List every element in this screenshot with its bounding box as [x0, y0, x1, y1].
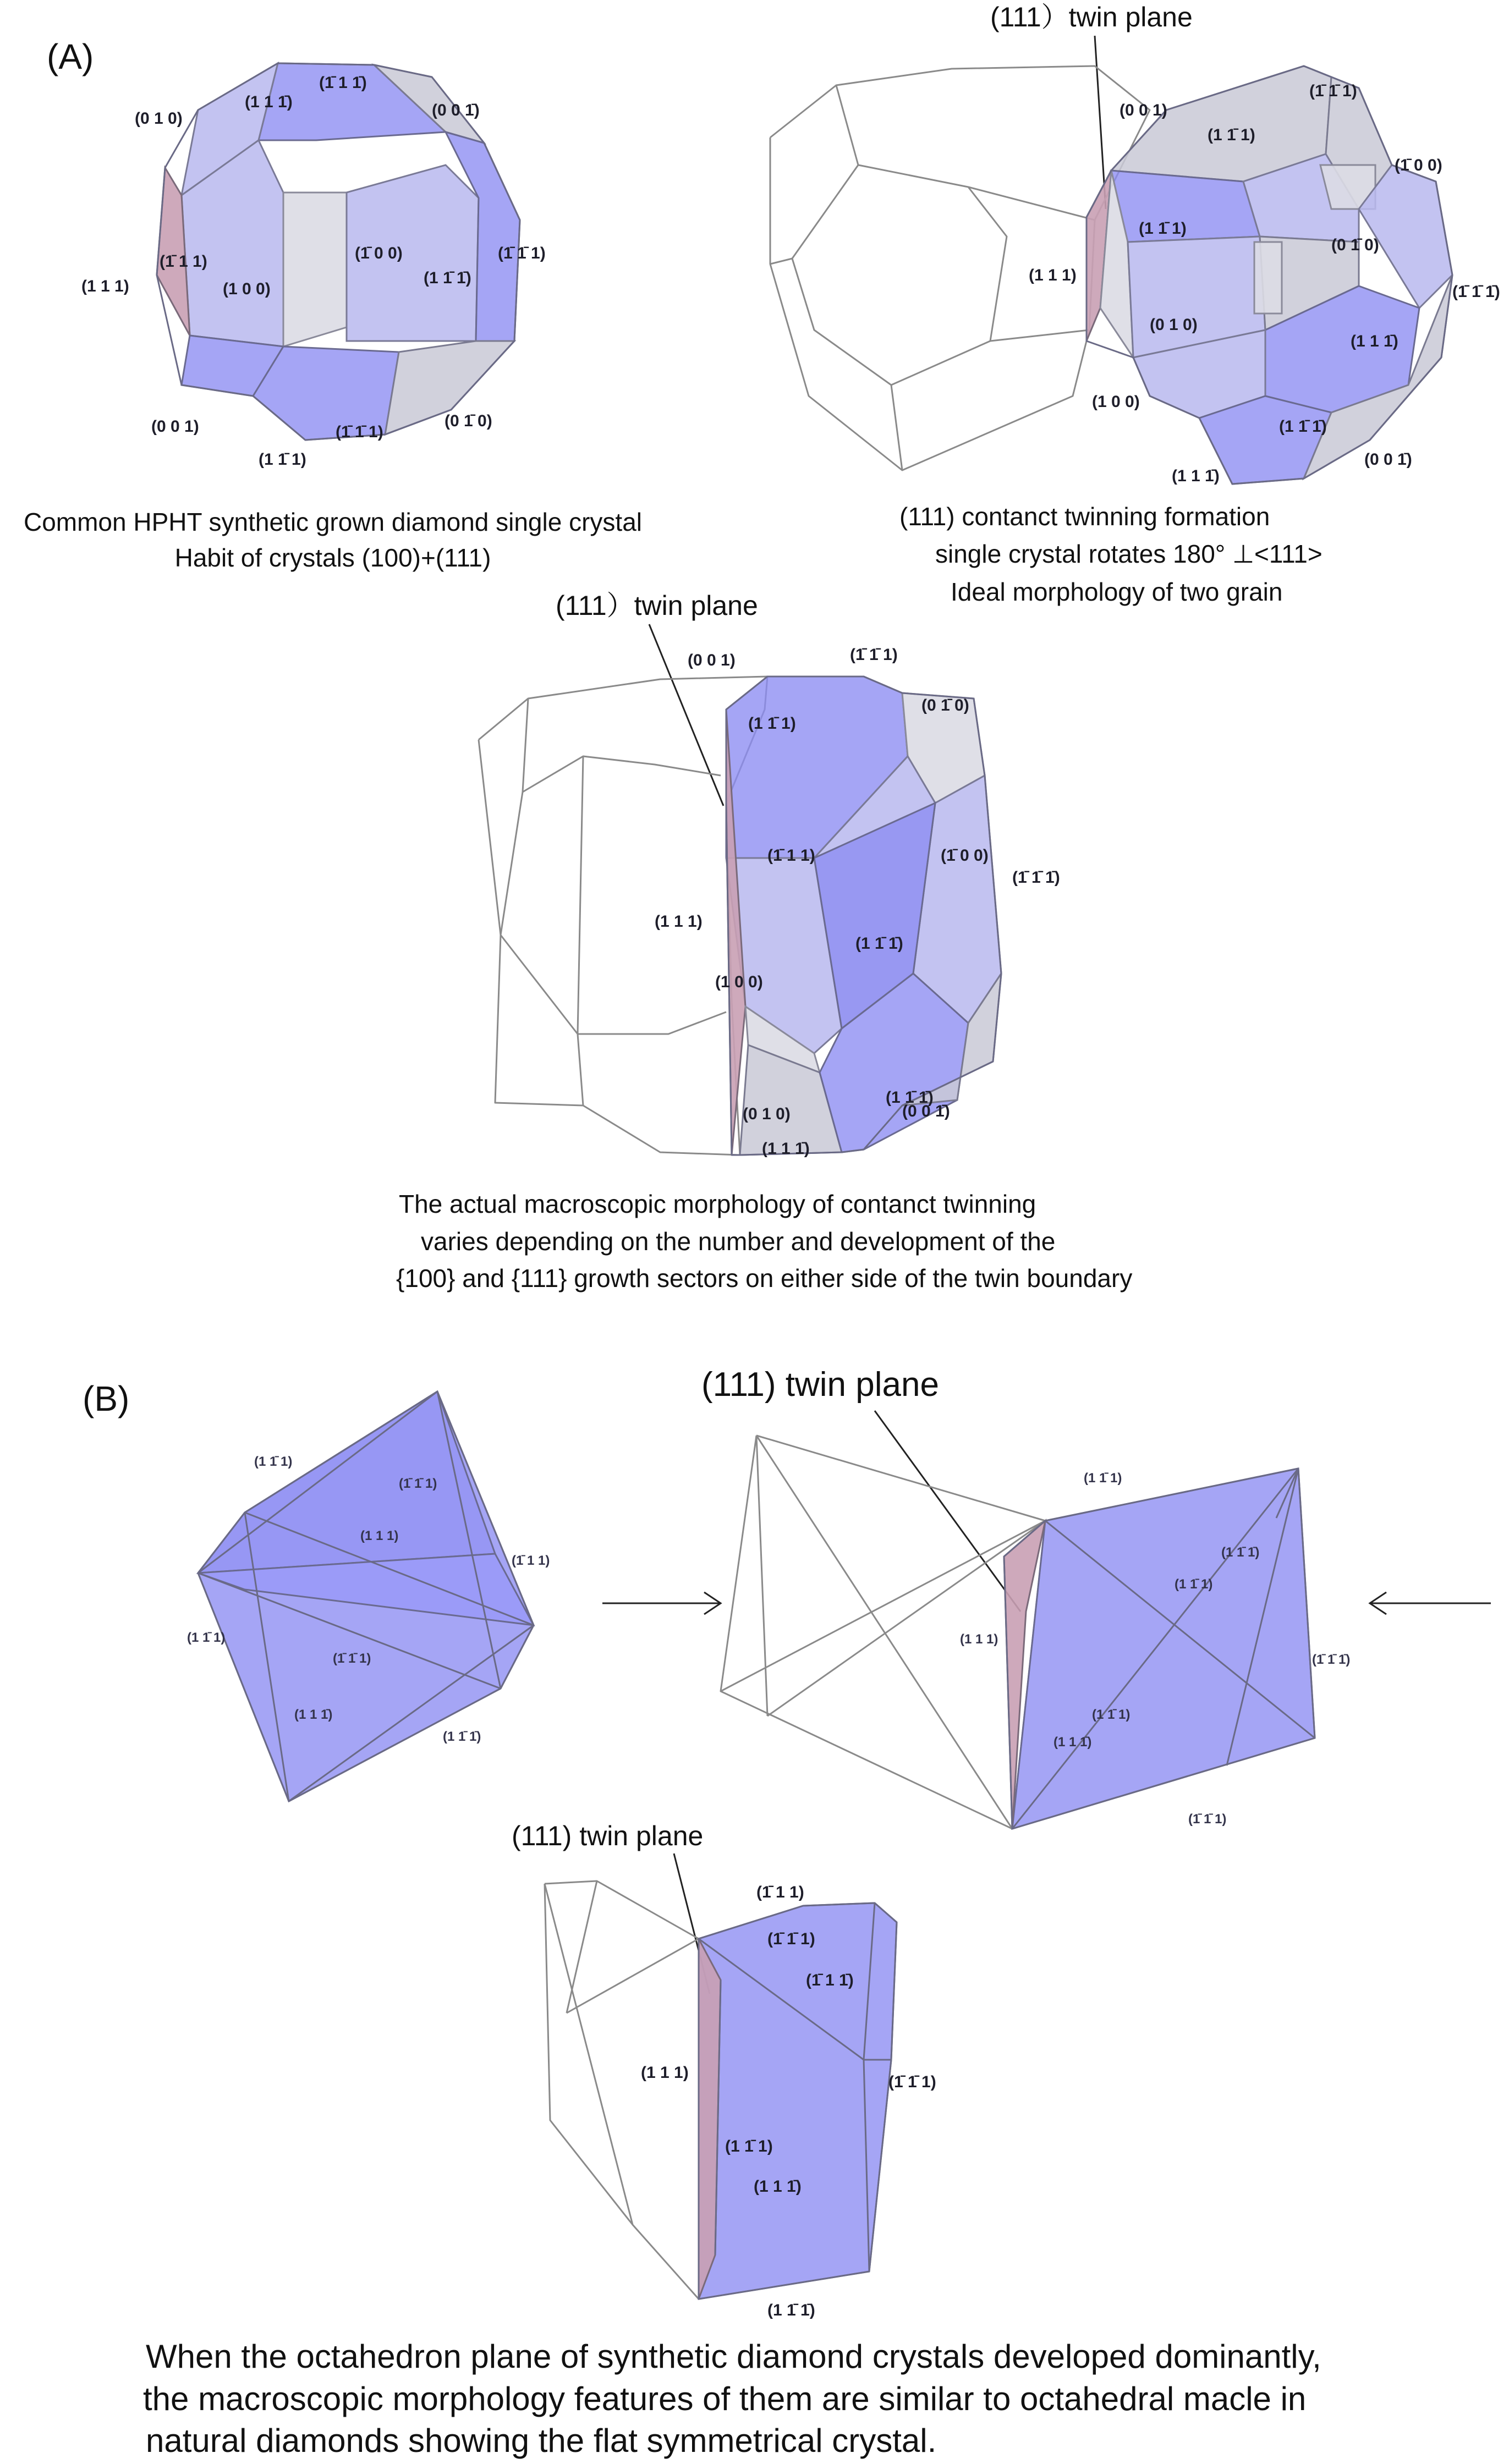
- b3-twin-plane-label: (111) twin plane: [512, 1821, 704, 1851]
- c3-label-6: (1̄ 1̄ 1̄): [1012, 868, 1060, 887]
- c3-label-7: (1 1 1): [655, 912, 703, 931]
- c2-label-5: (0 1̄ 0): [1331, 236, 1379, 254]
- b2-body: [1012, 1469, 1315, 1829]
- b3-label-6: (1 1 1̄): [754, 2177, 802, 2196]
- c3-label-11: (0 0 1̄): [902, 1102, 950, 1120]
- c2-face-small-rect: [1254, 242, 1282, 314]
- c3-wire-outline: [479, 676, 767, 1155]
- c1-caption-2: Habit of crystals (100)+(111): [174, 543, 491, 572]
- c3-wire-inner-top: [523, 698, 721, 792]
- b2-label-6: (1 1 1̄): [1053, 1735, 1092, 1750]
- b3-label-1: (1̄ 1̄ 1): [767, 1930, 815, 1948]
- b2-label-3: (1 1 1): [960, 1632, 998, 1647]
- c2-wire-edge-3: [990, 330, 1089, 341]
- c2-wire-edge-2: [968, 187, 1095, 220]
- c2-label-10: (1 0 0): [1092, 393, 1140, 411]
- oct-label-5: (1̄ 1̄ 1): [333, 1651, 371, 1666]
- c2-label-11: (1 1̄ 1̄): [1279, 417, 1327, 436]
- b3-label-2: (1̄ 1 1̄): [806, 1971, 854, 1989]
- b2-wire-edge-1: [756, 1436, 767, 1716]
- c2-wire-edge-1: [792, 165, 858, 258]
- b2-label-5: (1 1̄ 1): [1092, 1707, 1131, 1722]
- face-center: [283, 193, 347, 346]
- c1-label-7: (1 1̄ 1̄): [424, 269, 471, 287]
- c1-label-13: (1 1̄ 1): [259, 450, 306, 469]
- arrow-right: [602, 1592, 721, 1614]
- twin-actual-wireframe: [545, 1881, 699, 2299]
- b3-label-4: (1̄ 1̄ 1): [888, 2073, 936, 2091]
- b-caption-3: natural diamonds showing the flat symmetrical crystal.: [146, 2422, 937, 2459]
- b3-wire-edge-2: [567, 1881, 597, 2013]
- b2-label-7: (1̄ 1̄ 1): [1188, 1812, 1227, 1827]
- c2-caption-1: (111) contanct twinning formation: [899, 502, 1270, 531]
- c2-label-3: (1̄ 0 0): [1395, 156, 1442, 174]
- b3-label-0: (1̄ 1 1): [756, 1883, 804, 1901]
- c3-caption-3: {100} and {111} growth sectors on either side of the twin boundary: [396, 1264, 1133, 1292]
- crystal3-wireframe-grain: [479, 676, 767, 1155]
- b3-label-5: (1 1̄ 1): [725, 2137, 773, 2155]
- c3-label-1: (1̄ 1̄ 1): [850, 646, 898, 664]
- c2-caption-2: single crystal rotates 180° ⊥<111>: [935, 540, 1323, 568]
- octahedron: [198, 1392, 534, 1801]
- twin-ideal-colored: [1004, 1469, 1315, 1829]
- c3-label-0: (0 0 1): [688, 651, 736, 669]
- c3-label-2: (1 1̄ 1): [748, 714, 796, 733]
- panel-a-label: (A): [47, 37, 94, 76]
- b3-label-3: (1 1 1): [641, 2064, 689, 2082]
- oct-label-0: (1 1̄ 1): [254, 1454, 293, 1469]
- c2-twin-plane-label: (111）twin plane: [990, 2, 1193, 32]
- c1-label-3: (0 0 1̄): [432, 101, 480, 119]
- b2-twin-plane-leader: [875, 1411, 1020, 1612]
- c2-label-0: (0 0 1): [1120, 101, 1167, 119]
- oct-label-4: (1 1̄ 1): [187, 1630, 226, 1645]
- arrow-left: [1370, 1592, 1491, 1614]
- b3-wire-outline: [545, 1881, 699, 2299]
- c2-label-4: (1 1̄ 1): [1139, 219, 1187, 238]
- b2-label-0: (1 1̄ 1): [1084, 1471, 1122, 1486]
- c1-label-9: (1 1 1): [81, 277, 129, 295]
- b3-wire-edge-3: [567, 1939, 699, 2013]
- oct-label-1: (1̄ 1̄ 1): [399, 1476, 437, 1491]
- c3-caption-2: varies depending on the number and development of the: [421, 1227, 1056, 1256]
- c3-wire-edge-1: [578, 756, 583, 1034]
- crystal2-colored-grain: [1087, 66, 1452, 484]
- b-caption-1: When the octahedron plane of synthetic diamond crystals developed dominantly,: [146, 2338, 1321, 2375]
- b3-wire-edge-1: [545, 1884, 633, 2225]
- c2-label-9: (1 1 1̄): [1351, 332, 1398, 350]
- b2-label-4: (1̄ 1̄ 1̄): [1312, 1652, 1351, 1667]
- panel-b-label: (B): [83, 1379, 130, 1418]
- c3-label-5: (1̄ 0 0): [941, 846, 989, 865]
- b3-body: [699, 1903, 897, 2299]
- c1-label-1: (1 1 1̄): [245, 93, 293, 111]
- crystal3-colored-grain: [726, 676, 1001, 1155]
- oct-face-upper: [198, 1392, 495, 1573]
- c3-label-10: (1 1̄ 1̄): [886, 1088, 934, 1107]
- c2-label-7: (1 1 1): [1029, 266, 1077, 284]
- b3-label-7: (1 1̄ 1̄): [767, 2301, 815, 2319]
- c2-wire-edge-4: [891, 385, 902, 470]
- c3-caption-1: The actual macroscopic morphology of contanct twinning: [399, 1190, 1036, 1218]
- b2-twin-plane-label: (111) twin plane: [701, 1366, 939, 1404]
- b2-label-2: (1 1̄ 1): [1175, 1577, 1213, 1592]
- c1-label-10: (0 0 1): [151, 417, 199, 436]
- twin-actual-colored: [699, 1903, 897, 2299]
- b-caption-2: the macroscopic morphology features of them are similar to octahedral macle in: [143, 2380, 1307, 2417]
- c2-label-13: (1 1 1̄): [1172, 467, 1220, 485]
- crystal1-cubo-octahedron: [157, 63, 520, 440]
- c3-wire-edge-2: [578, 1034, 583, 1106]
- oct-label-7: (1 1̄ 1̄): [443, 1729, 481, 1744]
- oct-label-3: (1̄ 1 1): [512, 1553, 550, 1568]
- c3-label-8: (1 1̄ 1̄): [855, 934, 903, 953]
- c3-label-12: (0 1 0): [743, 1105, 791, 1123]
- c1-label-11: (1̄ 1̄ 1): [336, 423, 383, 441]
- c1-label-0: (0 1 0): [135, 109, 183, 128]
- b2-wire-edge-3: [721, 1521, 1045, 1691]
- oct-label-6: (1 1 1̄): [294, 1707, 333, 1722]
- b2-label-1: (1 1̄ 1̄): [1221, 1545, 1260, 1560]
- c2-label-12: (0 0 1̄): [1364, 450, 1412, 469]
- c2-caption-3: Ideal morphology of two grain: [951, 578, 1283, 606]
- c2-label-1: (1̄ 1̄ 1): [1309, 82, 1357, 100]
- c2-label-2: (1 1̄ 1): [1208, 126, 1255, 144]
- oct-label-2: (1 1 1): [360, 1528, 399, 1543]
- c1-label-4: (1̄ 1 1): [160, 252, 207, 271]
- c3-twin-plane-label: (111）twin plane: [556, 590, 758, 621]
- c3-label-13: (1 1 1̄): [762, 1140, 810, 1158]
- b2-wire-edge-2: [767, 1521, 1045, 1716]
- c1-label-2: (1̄ 1 1̄): [319, 74, 367, 92]
- c2-label-6: (1̄ 1̄ 1̄): [1452, 283, 1500, 301]
- c2-label-8: (0 1 0): [1150, 316, 1198, 334]
- c1-label-5: (1 0 0): [223, 280, 271, 298]
- c3-label-4: (1̄ 1 1): [767, 846, 815, 865]
- c1-label-12: (0 1̄ 0): [445, 412, 492, 430]
- c2-wire-inner: [770, 85, 1007, 385]
- c1-caption-1: Common HPHT synthetic grown diamond single crystal: [23, 508, 643, 536]
- c1-label-6: (1̄ 0 0): [355, 244, 403, 262]
- c3-label-9: (1 0 0): [715, 973, 763, 991]
- c1-label-8: (1̄ 1̄ 1): [498, 244, 546, 262]
- c3-label-3: (0 1̄ 0): [921, 696, 969, 714]
